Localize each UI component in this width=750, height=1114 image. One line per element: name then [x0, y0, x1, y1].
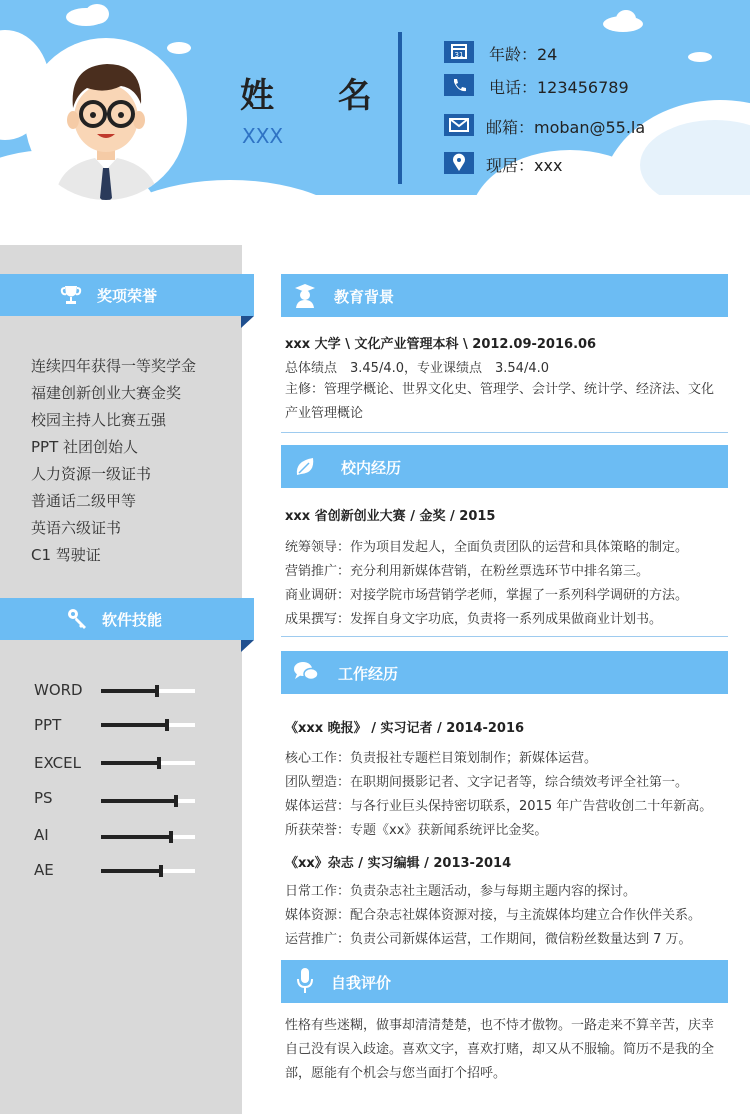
job-line: 媒体运营：与各行业巨头保持密切联系，2015 年广告营收创二十年新高。: [285, 799, 713, 814]
job-line: 媒体资源：配合杂志社媒体资源对接，与主流媒体均建立合作伙伴关系。: [285, 908, 702, 923]
microphone-icon: [295, 967, 315, 995]
svg-text:31: 31: [454, 51, 464, 59]
skill-bar-knob: [155, 685, 159, 697]
education-title: 教育背景: [334, 288, 395, 306]
banner-fold: [241, 316, 254, 328]
skill-bar-knob: [169, 831, 173, 843]
skill-bar-knob: [159, 865, 163, 877]
campus-banner: [281, 445, 728, 488]
skill-bar-fill: [101, 835, 171, 839]
campus-heading: xxx 省创新创业大赛 / 金奖 / 2015: [285, 509, 496, 524]
job-heading: 《xx》杂志 / 实习编辑 / 2013-2014: [285, 856, 512, 871]
award-item: 英语六级证书: [31, 519, 122, 537]
skills-banner: [0, 598, 254, 640]
job-line: 核心工作：负责报社专题栏目策划制作；新媒体运营。: [285, 751, 598, 766]
graduate-icon: [293, 282, 317, 308]
awards-title: 奖项荣誉: [97, 287, 158, 305]
trophy-icon: [60, 284, 82, 306]
location-icon: [444, 152, 474, 174]
skill-name: AI: [34, 826, 49, 844]
leaf-icon: [293, 455, 317, 479]
cloud-decoration: [85, 4, 109, 24]
award-item: PPT 社团创始人: [31, 438, 139, 456]
job-line: 团队塑造：在职期间摄影记者、文字记者等，综合绩效考评全社第一。: [285, 775, 689, 790]
section-divider: [281, 636, 728, 637]
avatar-illustration-icon: [25, 38, 187, 200]
skills-title: 软件技能: [102, 611, 163, 629]
residence-text: 现居：xxx: [486, 156, 563, 175]
cloud-decoration: [616, 10, 636, 28]
campus-line: 成果撰写：发挥自身文字功底，负责将一系列成果做商业计划书。: [285, 612, 663, 627]
self-eval-text: 性格有些迷糊，做事却清清楚楚，也不恃才傲物。一路走来不算辛苦，庆幸自己没有误入歧途。喜欢文字，喜欢打赌，却又从不服输。简历不是我的全部，愿能有个机会与您当面打个招呼。: [285, 1018, 715, 1081]
campus-line: 统筹领导：作为项目发起人，全面负责团队的运营和具体策略的制定。: [285, 540, 689, 555]
age-text: 年龄：24: [489, 45, 558, 64]
name-label: 姓 名: [240, 76, 398, 116]
job-line: 日常工作：负责杂志社主题活动，参与每期主题内容的探讨。: [285, 884, 637, 899]
header-divider: [398, 32, 402, 184]
education-gpa: 总体绩点 3.45/4.0，专业课绩点 3.54/4.0: [285, 361, 549, 376]
skill-name: AE: [34, 861, 54, 879]
work-banner: [281, 651, 728, 694]
award-item: 福建创新创业大赛金奖: [31, 384, 182, 402]
skill-bar-knob: [157, 757, 161, 769]
key-icon: [66, 607, 90, 631]
skill-bar: [101, 761, 195, 765]
name-value: XXX: [242, 124, 284, 148]
skill-bar-fill: [101, 761, 159, 765]
skill-bar-fill: [101, 869, 161, 873]
skill-bar: [101, 869, 195, 873]
cloud-decoration: [688, 52, 712, 62]
campus-line: 营销推广：充分利用新媒体营销，在粉丝票选环节中排名第三。: [285, 564, 650, 579]
work-title: 工作经历: [338, 665, 399, 683]
skill-bar: [101, 689, 195, 693]
skill-bar-fill: [101, 723, 167, 727]
job-line: 运营推广：负责公司新媒体运营，工作期间，微信粉丝数量达到 7 万。: [285, 932, 692, 947]
section-divider: [281, 432, 728, 433]
job-line: 所获荣誉：专题《xx》获新闻系统评比金奖。: [285, 823, 548, 838]
cloud-decoration: [167, 42, 191, 54]
self-eval-title: 自我评价: [331, 974, 392, 992]
skill-bar-fill: [101, 799, 176, 803]
phone-icon: [444, 74, 474, 96]
skill-name: PPT: [34, 716, 62, 734]
self-eval-banner: [281, 960, 728, 1003]
skill-bar: [101, 835, 195, 839]
email-text: 邮箱：moban@55.la: [486, 118, 646, 137]
campus-line: 商业调研：对接学院市场营销学老师，掌握了一系列科学调研的方法。: [285, 588, 689, 603]
award-item: 人力资源一级证书: [31, 465, 152, 483]
education-banner: [281, 274, 728, 317]
mail-icon: [444, 114, 474, 136]
award-item: 校园主持人比赛五强: [31, 411, 167, 429]
skill-bar-knob: [165, 719, 169, 731]
banner-fold: [241, 640, 254, 652]
skill-name: EXCEL: [34, 754, 81, 772]
avatar: [25, 38, 187, 200]
job-heading: 《xxx 晚报》 / 实习记者 / 2014-2016: [285, 721, 525, 736]
education-heading: xxx 大学 \ 文化产业管理本科 \ 2012.09-2016.06: [285, 337, 597, 352]
skill-name: WORD: [34, 681, 83, 699]
award-item: C1 驾驶证: [31, 546, 101, 564]
skill-bar-fill: [101, 689, 157, 693]
education-courses: 主修：管理学概论、世界文化史、管理学、会计学、统计学、经济法、文化产业管理概论: [285, 382, 715, 421]
chat-bubbles-icon: [293, 660, 319, 684]
skill-bar: [101, 723, 195, 727]
skill-bar: [101, 799, 195, 803]
campus-title: 校内经历: [341, 459, 402, 477]
award-item: 连续四年获得一等奖学金: [31, 357, 197, 375]
header-bottom-band: [0, 195, 750, 245]
phone-text: 电话：123456789: [489, 78, 629, 97]
calendar-icon: [444, 41, 474, 63]
award-item: 普通话二级甲等: [31, 492, 137, 510]
awards-banner: [0, 274, 254, 316]
skill-name: PS: [34, 789, 53, 807]
skill-bar-knob: [174, 795, 178, 807]
